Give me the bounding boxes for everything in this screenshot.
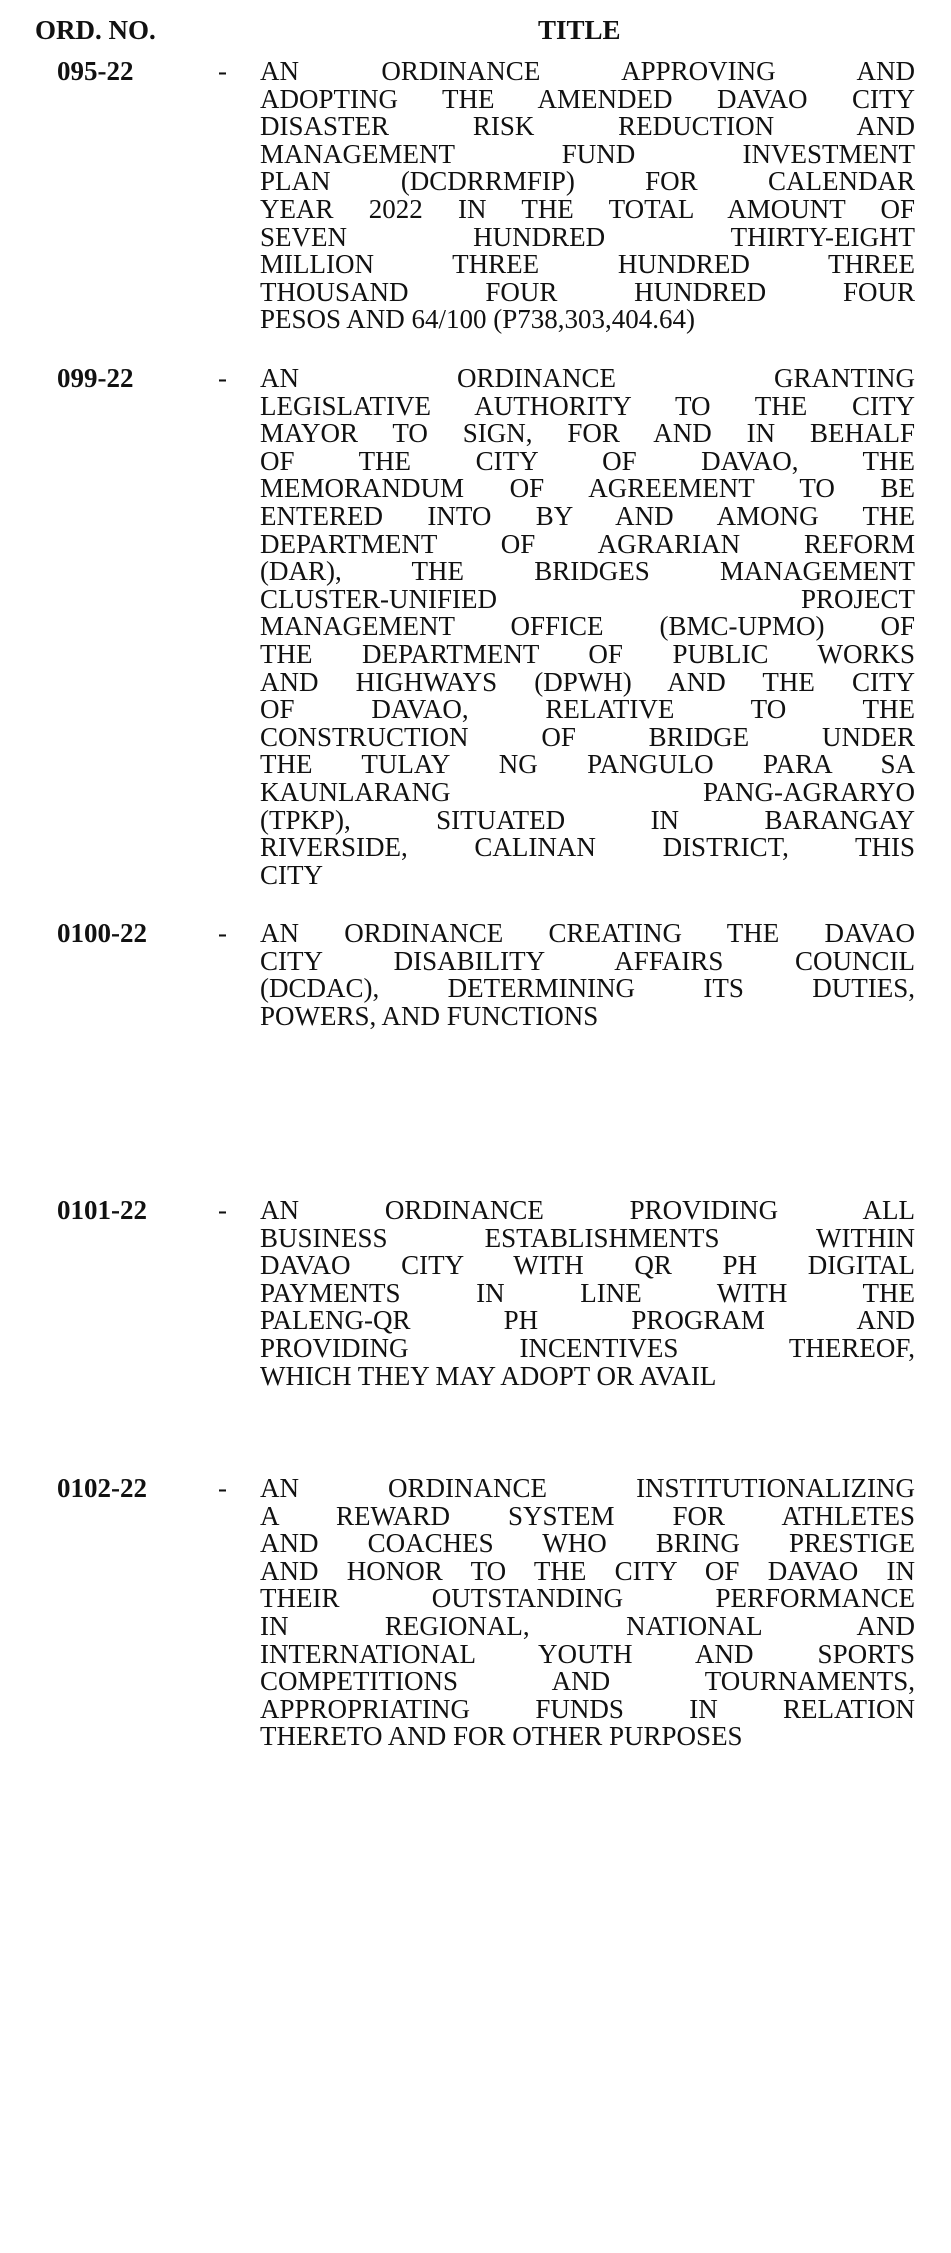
title-line: AN ORDINANCE INSTITUTIONALIZING	[260, 1473, 915, 1503]
title-line: AN ORDINANCE PROVIDING ALL	[260, 1195, 915, 1225]
title-line: MILLION THREE HUNDRED THREE	[260, 249, 915, 280]
title-line: LEGISLATIVE AUTHORITY TO THE CITY	[260, 390, 915, 421]
separator-dash: -	[218, 56, 227, 86]
ordinance-number: 0102-22	[57, 1473, 147, 1503]
ordinance-number: 095-22	[57, 56, 134, 86]
title-line: CONSTRUCTION OF BRIDGE UNDER	[260, 721, 915, 752]
title-line: OF DAVAO, RELATIVE TO THE	[260, 694, 915, 725]
title-line: CITY DISABILITY AFFAIRS COUNCIL	[260, 945, 915, 976]
title-line: THE DEPARTMENT OF PUBLIC WORKS	[260, 638, 915, 669]
title-line: APPROPRIATING FUNDS IN RELATION	[260, 1693, 915, 1724]
title-line: COMPETITIONS AND TOURNAMENTS,	[260, 1666, 915, 1697]
title-line: THE TULAY NG PANGULO PARA SA	[260, 749, 915, 780]
title-line: THERETO AND FOR OTHER PURPOSES	[260, 1721, 743, 1752]
title-line: THOUSAND FOUR HUNDRED FOUR	[260, 276, 915, 307]
title-line: CLUSTER-UNIFIED PROJECT	[260, 583, 915, 614]
title-line: MANAGEMENT OFFICE (BMC-UPMO) OF	[260, 611, 915, 642]
title-line: MANAGEMENT FUND INVESTMENT	[260, 138, 915, 169]
title-line: PESOS AND 64/100 (P738,303,404.64)	[260, 304, 696, 335]
title-line: A REWARD SYSTEM FOR ATHLETES	[260, 1500, 915, 1531]
title-line: PROVIDING INCENTIVES THEREOF,	[260, 1332, 915, 1363]
title-line: DEPARTMENT OF AGRARIAN REFORM	[260, 528, 915, 559]
title-line: SEVEN HUNDRED THIRTY-EIGHT	[260, 221, 915, 252]
title-line: (TPKP), SITUATED IN BARANGAY	[260, 804, 915, 835]
title-line: PALENG-QR PH PROGRAM AND	[260, 1305, 915, 1336]
title-line: (DCDAC), DETERMINING ITS DUTIES,	[260, 973, 915, 1004]
ordinance-title	[260, 365, 915, 889]
title-line: (DAR), THE BRIDGES MANAGEMENT	[260, 556, 915, 587]
title-line: AND HIGHWAYS (DPWH) AND THE CITY	[260, 666, 915, 697]
separator-dash: -	[218, 918, 227, 948]
ordinance-title	[260, 1475, 915, 1751]
ordinance-title	[260, 58, 915, 334]
ordinance-number: 0101-22	[57, 1195, 147, 1225]
title-line: AND HONOR TO THE CITY OF DAVAO IN	[260, 1555, 915, 1586]
title-line: DISASTER RISK REDUCTION AND	[260, 111, 915, 142]
title-line: AND COACHES WHO BRING PRESTIGE	[260, 1528, 915, 1559]
column-header-title: TITLE	[538, 15, 621, 45]
title-line: THEIR OUTSTANDING PERFORMANCE	[260, 1583, 915, 1614]
title-line: BUSINESS ESTABLISHMENTS WITHIN	[260, 1222, 915, 1253]
ordinance-title	[260, 920, 915, 1030]
separator-dash: -	[218, 1195, 227, 1225]
title-line: IN REGIONAL, NATIONAL AND	[260, 1610, 915, 1641]
title-line: ADOPTING THE AMENDED DAVAO CITY	[260, 83, 915, 114]
title-line: KAUNLARANG PANG-AGRARYO	[260, 776, 915, 807]
ordinance-number: 099-22	[57, 363, 134, 393]
title-line: PLAN (DCDRRMFIP) FOR CALENDAR	[260, 166, 915, 197]
title-line: MAYOR TO SIGN, FOR AND IN BEHALF	[260, 418, 915, 449]
column-header-ord-no: ORD. NO.	[35, 15, 156, 45]
separator-dash: -	[218, 1473, 227, 1503]
title-line: CITY	[260, 859, 323, 890]
title-line: AN ORDINANCE CREATING THE DAVAO	[260, 918, 915, 948]
title-line: AN ORDINANCE APPROVING AND	[260, 56, 915, 86]
title-line: DAVAO CITY WITH QR PH DIGITAL	[260, 1250, 915, 1281]
separator-dash: -	[218, 363, 227, 393]
title-line: POWERS, AND FUNCTIONS	[260, 1000, 599, 1031]
title-line: AN ORDINANCE GRANTING	[260, 363, 915, 393]
title-line: PAYMENTS IN LINE WITH THE	[260, 1277, 915, 1308]
title-line: INTERNATIONAL YOUTH AND SPORTS	[260, 1638, 915, 1669]
title-line: MEMORANDUM OF AGREEMENT TO BE	[260, 473, 915, 504]
title-line: OF THE CITY OF DAVAO, THE	[260, 445, 915, 476]
ordinance-title	[260, 1197, 915, 1390]
title-line: ENTERED INTO BY AND AMONG THE	[260, 500, 915, 531]
ordinance-number: 0100-22	[57, 918, 147, 948]
title-line: WHICH THEY MAY ADOPT OR AVAIL	[260, 1360, 717, 1391]
title-line: RIVERSIDE, CALINAN DISTRICT, THIS	[260, 832, 915, 863]
title-line: YEAR 2022 IN THE TOTAL AMOUNT OF	[260, 193, 915, 224]
